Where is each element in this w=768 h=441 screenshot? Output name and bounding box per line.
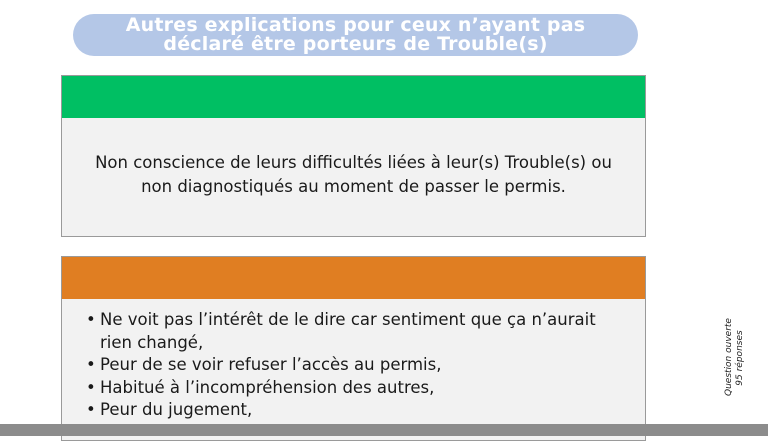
card-header-band-orange: [62, 257, 645, 299]
title-line-1: Autres explications pour ceux n’ayant pas: [125, 14, 586, 36]
card-body: [62, 118, 645, 236]
list-item: • Peur de se voir refuser l’accès au permis,: [86, 354, 625, 377]
bottom-bar: [0, 424, 768, 436]
explanation-card-1: [61, 75, 646, 237]
list-item: • Ne voit pas l’intérêt de le dire car sentiment que ça n’aurait rien changé,: [86, 309, 625, 354]
explanation-card-2: [61, 256, 646, 441]
side-note-line-1: Question ouverte: [724, 318, 734, 396]
side-note-line-2: 95 réponses: [735, 330, 745, 386]
card-header-band-green: [62, 76, 645, 118]
title-banner: [73, 14, 638, 56]
title-line-2: déclaré être porteurs de Trouble(s): [163, 33, 548, 55]
explanation-text: Non conscience de leurs difficultés liées à leur(s) Trouble(s) ou non diagnostiqués au moment de passer le permis.: [95, 153, 612, 196]
list-item: • Habitué à l’incompréhension des autres,: [86, 377, 625, 400]
reasons-list: [62, 299, 645, 422]
list-item: • Peur du jugement,: [86, 399, 625, 422]
page-title: [126, 16, 586, 54]
